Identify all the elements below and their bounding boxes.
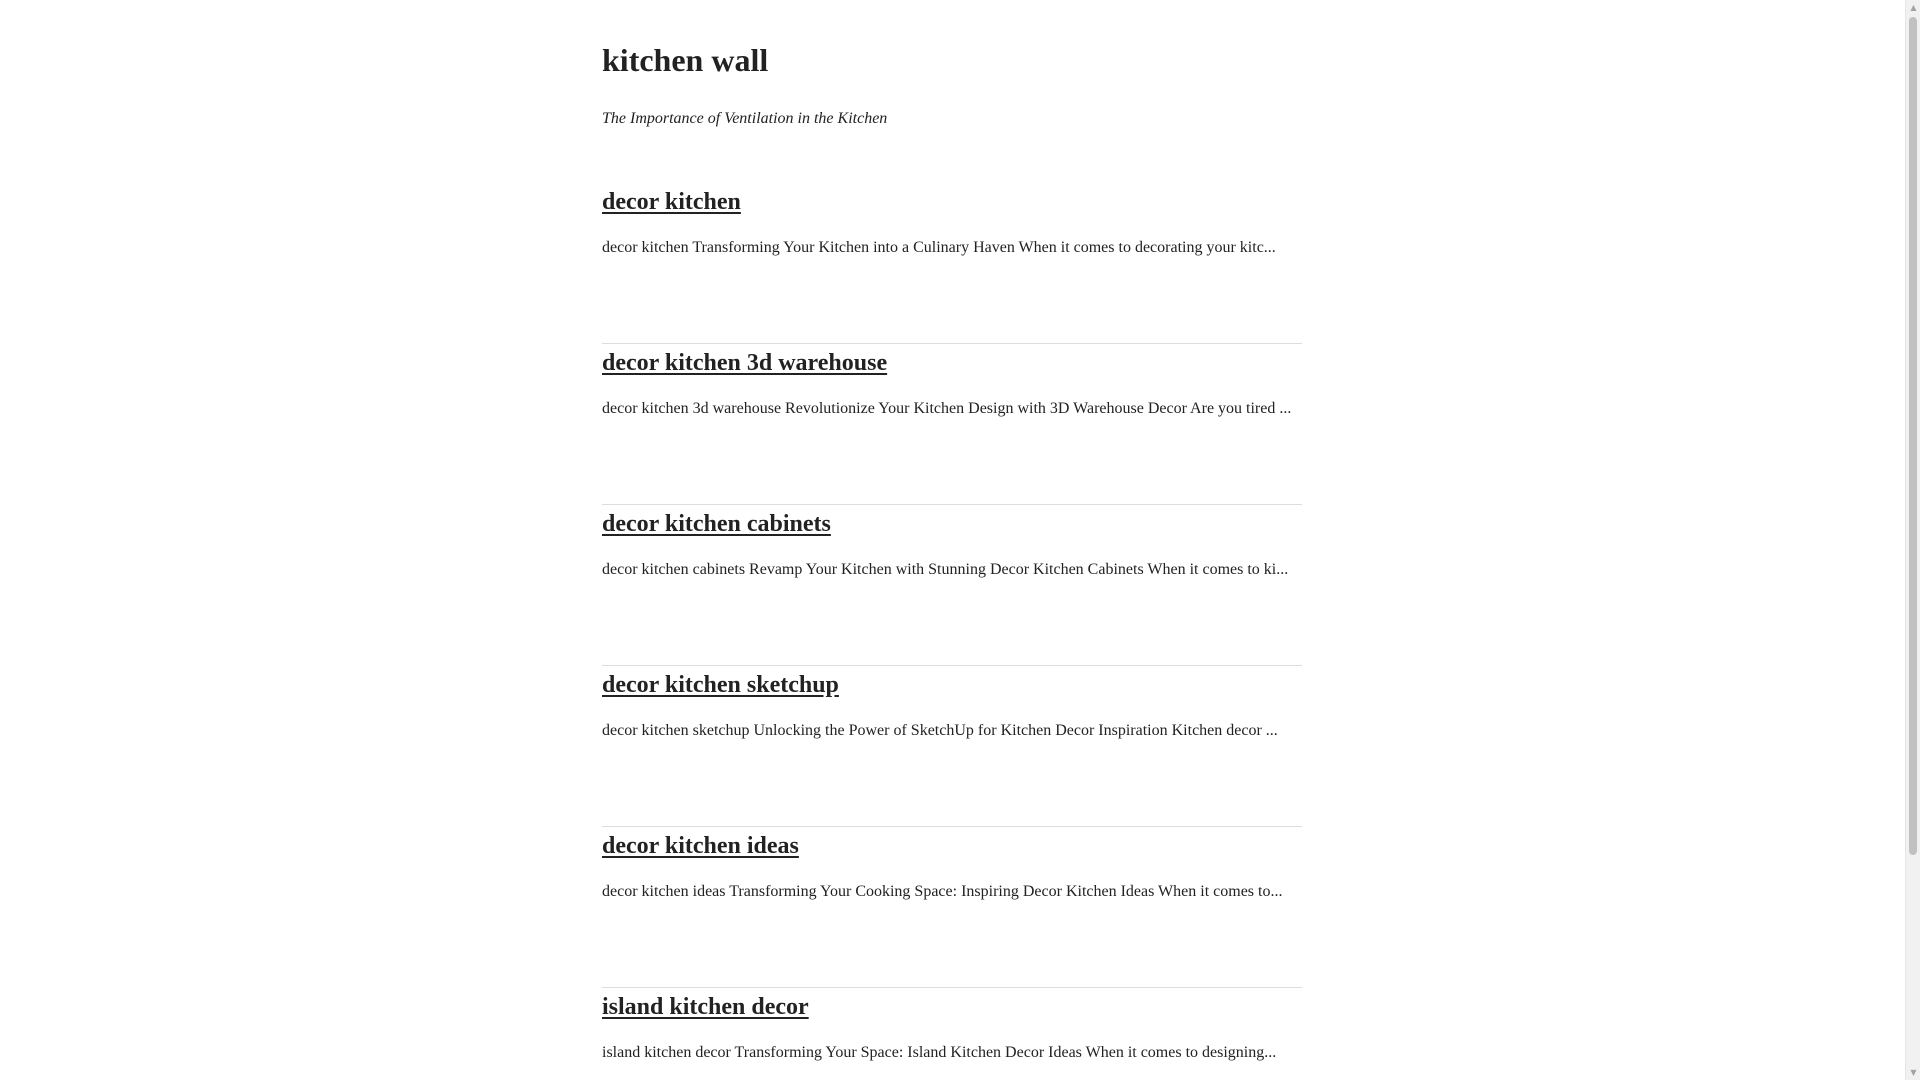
post-title-link[interactable]: island kitchen decor <box>602 994 809 1020</box>
post-title-link[interactable]: decor kitchen sketchup <box>602 672 839 698</box>
site-title[interactable]: kitchen wall <box>602 42 769 78</box>
chevron-down-icon[interactable]: ▼ <box>1910 1068 1917 1077</box>
post-title-link[interactable]: decor kitchen 3d warehouse <box>602 350 888 376</box>
scrollbar-thumb[interactable] <box>1909 17 1917 855</box>
vertical-scrollbar[interactable] <box>1905 0 1920 1080</box>
post-excerpt: island kitchen decor Transforming Your Space: Island Kitchen Decor Ideas When it comes to designing... <box>602 1044 1277 1061</box>
post-item <box>602 344 1302 505</box>
post-excerpt: decor kitchen sketchup Unlocking the Power of SketchUp for Kitchen Decor Inspiration Kitchen decor ... <box>602 722 1278 739</box>
chevron-up-icon[interactable]: ▲ <box>1910 3 1917 12</box>
post-item <box>602 666 1302 827</box>
post-excerpt: decor kitchen ideas Transforming Your Cooking Space: Inspiring Decor Kitchen Ideas When it comes to... <box>602 883 1283 900</box>
post-title-link[interactable]: decor kitchen <box>602 189 741 215</box>
post-item <box>602 827 1302 988</box>
post-excerpt: decor kitchen Transforming Your Kitchen into a Culinary Haven When it comes to decorating your kitc... <box>602 239 1276 256</box>
post-item <box>602 505 1302 666</box>
post-excerpt: decor kitchen 3d warehouse Revolutionize Your Kitchen Design with 3D Warehouse Decor Are you tired ... <box>602 400 1292 417</box>
post-title-link[interactable]: decor kitchen ideas <box>602 833 799 859</box>
post-title-link[interactable]: decor kitchen cabinets <box>602 511 831 537</box>
post-excerpt: decor kitchen cabinets Revamp Your Kitchen with Stunning Decor Kitchen Cabinets When it comes to ki... <box>602 561 1289 578</box>
post-item <box>602 988 1302 1080</box>
post-item <box>602 183 1302 344</box>
post-list <box>602 183 1302 1080</box>
site-tagline: The Importance of Ventilation in the Kitchen <box>602 110 888 127</box>
